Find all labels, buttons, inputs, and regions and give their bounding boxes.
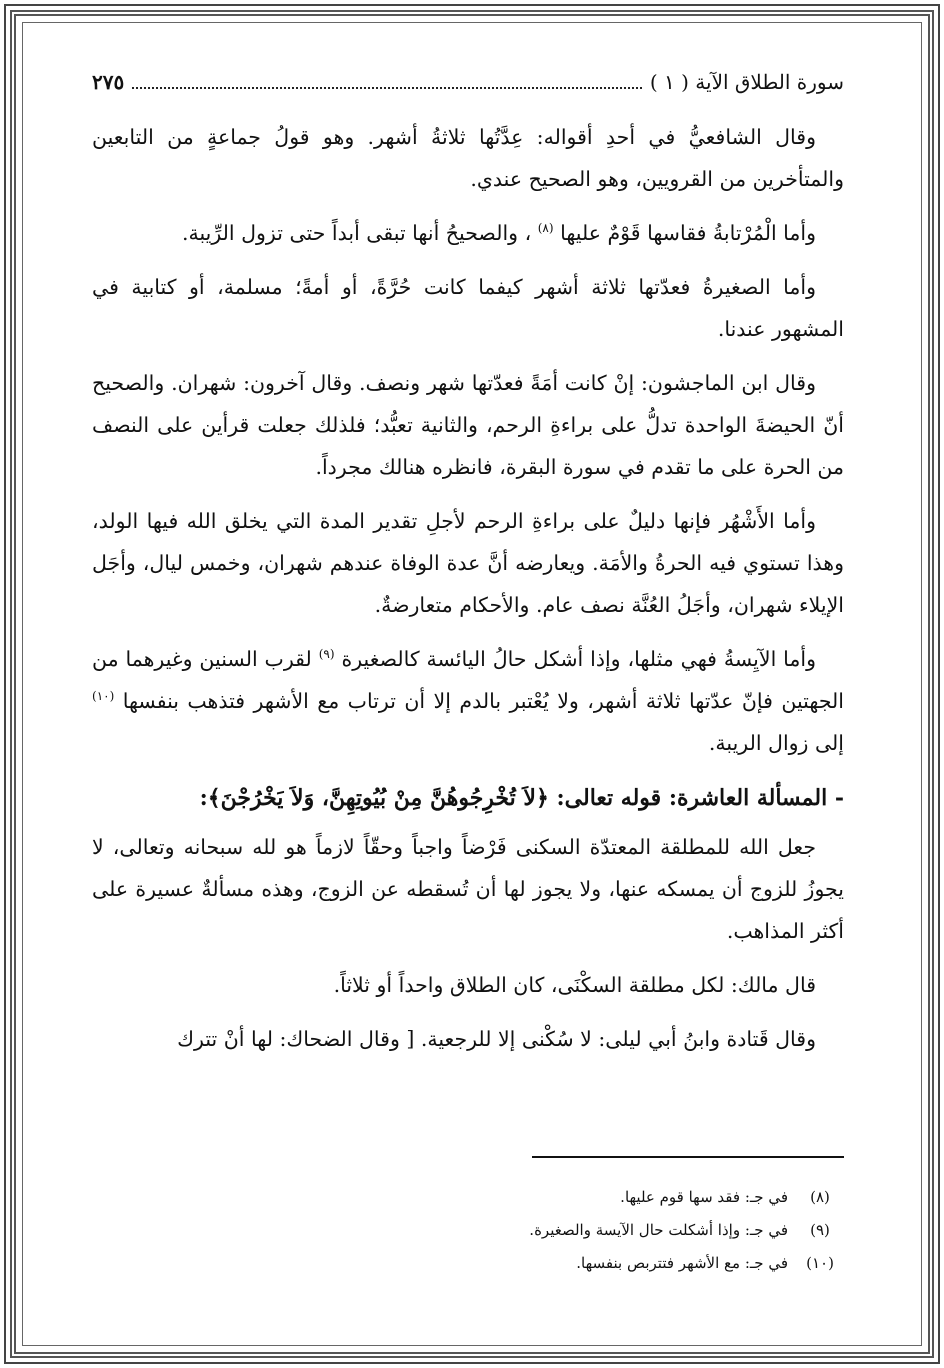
paragraph-qatada bbox=[92, 1018, 844, 1060]
paragraph-text: وأما الصغيرةُ فعدّتها ثلاثة أشهر كيفما كانت حُرَّةً، أو أمةً؛ مسلمة، أو كتابية في المشهور عندنا. bbox=[92, 275, 844, 341]
paragraph-sukna bbox=[92, 826, 844, 952]
paragraph-text: قال مالك: لكل مطلقة السكْنَى، كان الطلاق واحداً أو ثلاثاً. bbox=[333, 973, 816, 997]
footnote-item bbox=[380, 1180, 844, 1213]
paragraph-text: وقال الشافعيُّ في أحدِ أقواله: عِدَّتُها ثلاثةُ أشهر. وهو قولُ جماعةٍ من التابعين والمتأخرين من القرويين، وهو الصحيح عندي. bbox=[92, 125, 844, 191]
paragraph-text: وقال ابن الماجشون: إنْ كانت أمَةً فعدّتها شهر ونصف. وقال آخرون: شهران. والصحيح أنّ الحيضةَ الواحدة تدلُّ على براءةِ الرحم، والثانية تعبُّد؛ فلذلك جعلت قرأين على النصف من الحرة على ما تقدم في سورة البقرة، فانظره هنالك مجرداً. bbox=[92, 371, 844, 479]
paragraph-murtaba bbox=[92, 212, 844, 254]
footnote-ref-9: (٩) bbox=[318, 647, 335, 662]
paragraph-saghira bbox=[92, 266, 844, 350]
footnote-text: في جـ: فقد سها قوم عليها. bbox=[620, 1187, 788, 1206]
header-leader-dots bbox=[132, 73, 642, 89]
footnote-item bbox=[380, 1213, 844, 1246]
footnote-number: (٨) bbox=[810, 1187, 830, 1206]
paragraph-text: وأما الآيِسةُ فهي مثلها، وإذا أشكل حالُ اليائسة كالصغيرة bbox=[341, 647, 816, 671]
page-content bbox=[92, 70, 844, 1072]
paragraph-text: ، والصحيحُ أنها تبقى أبداً حتى تزول الرِّيبة. bbox=[181, 221, 532, 245]
footnote-text: في جـ: وإذا أشكلت حال الآيسة والصغيرة. bbox=[529, 1220, 788, 1239]
section-heading bbox=[92, 776, 844, 820]
paragraph-text: وقال قَتادة وابنُ أبي ليلى: لا سُكْنى إلا للرجعية. [ وقال الضحاك: لها أنْ تترك bbox=[177, 1027, 816, 1051]
paragraph-majishun bbox=[92, 362, 844, 488]
footnote-separator bbox=[532, 1156, 844, 1158]
heading-verse: ﴿لاَ تُخْرِجُوهُنَّ مِنْ بُيُوتِهِنَّ، وَلاَ يَخْرُجْنَ﴾: bbox=[199, 785, 549, 811]
paragraph-ashhur bbox=[92, 500, 844, 626]
heading-label: - المسألة العاشرة: قوله تعالى: bbox=[556, 785, 844, 811]
paragraph-shafii bbox=[92, 116, 844, 200]
running-header bbox=[92, 70, 844, 106]
paragraph-malik bbox=[92, 964, 844, 1006]
page-number: ٢٧٥ bbox=[92, 70, 125, 94]
paragraph-text: جعل الله للمطلقة المعتدّة السكنى فَرْضاً واجباً وحقّاً لازماً هو لله سبحانه وتعالى، لا يجوزُ للزوج أن يمسكه عنها، ولا يجوز لها أن تُسقطه عن الزوج، وهذه مسألةٌ عسيرة على أكثر المذاهب. bbox=[92, 835, 844, 943]
footnote-number: (٩) bbox=[810, 1220, 830, 1239]
footnotes bbox=[380, 1180, 844, 1279]
paragraph-text: لقرب السنين وغيرهما من الجهتين فإنّ عدّتها ثلاثة أشهر، ولا يُعْتبر بالدم إلا أن ترتاب مع الأشهر فتذهب بنفسها bbox=[92, 647, 844, 713]
header-title: سورة الطلاق الآية ( ١ ) bbox=[649, 70, 844, 94]
footnote-ref-10: (١٠) bbox=[92, 689, 115, 704]
footnote-text: في جـ: مع الأشهر فتتربص بنفسها. bbox=[576, 1253, 788, 1272]
footnote-item bbox=[380, 1246, 844, 1279]
paragraph-text: وأما الأَشْهُر فإنها دليلٌ على براءةِ الرحم لأجلِ تقدير المدة التي يخلق الله فيها الولد، وهذا تستوي فيه الحرةُ والأمَة. ويعارضه أنَّ عدة الوفاة عندهم شهران، وخمس ليال، وأجَل الإيلاء شهران، وأجَلُ العُنَّة نصف عام. والأحكام متعارضةٌ. bbox=[92, 509, 844, 617]
footnote-ref-8: (٨) bbox=[537, 221, 554, 236]
footnote-number: (١٠) bbox=[806, 1253, 834, 1272]
paragraph-text: إلى زوال الريبة. bbox=[708, 731, 844, 755]
paragraph-text: وأما الْمُرْتابةُ فقاسها قَوْمٌ عليها bbox=[560, 221, 816, 245]
paragraph-ayisa bbox=[92, 638, 844, 764]
